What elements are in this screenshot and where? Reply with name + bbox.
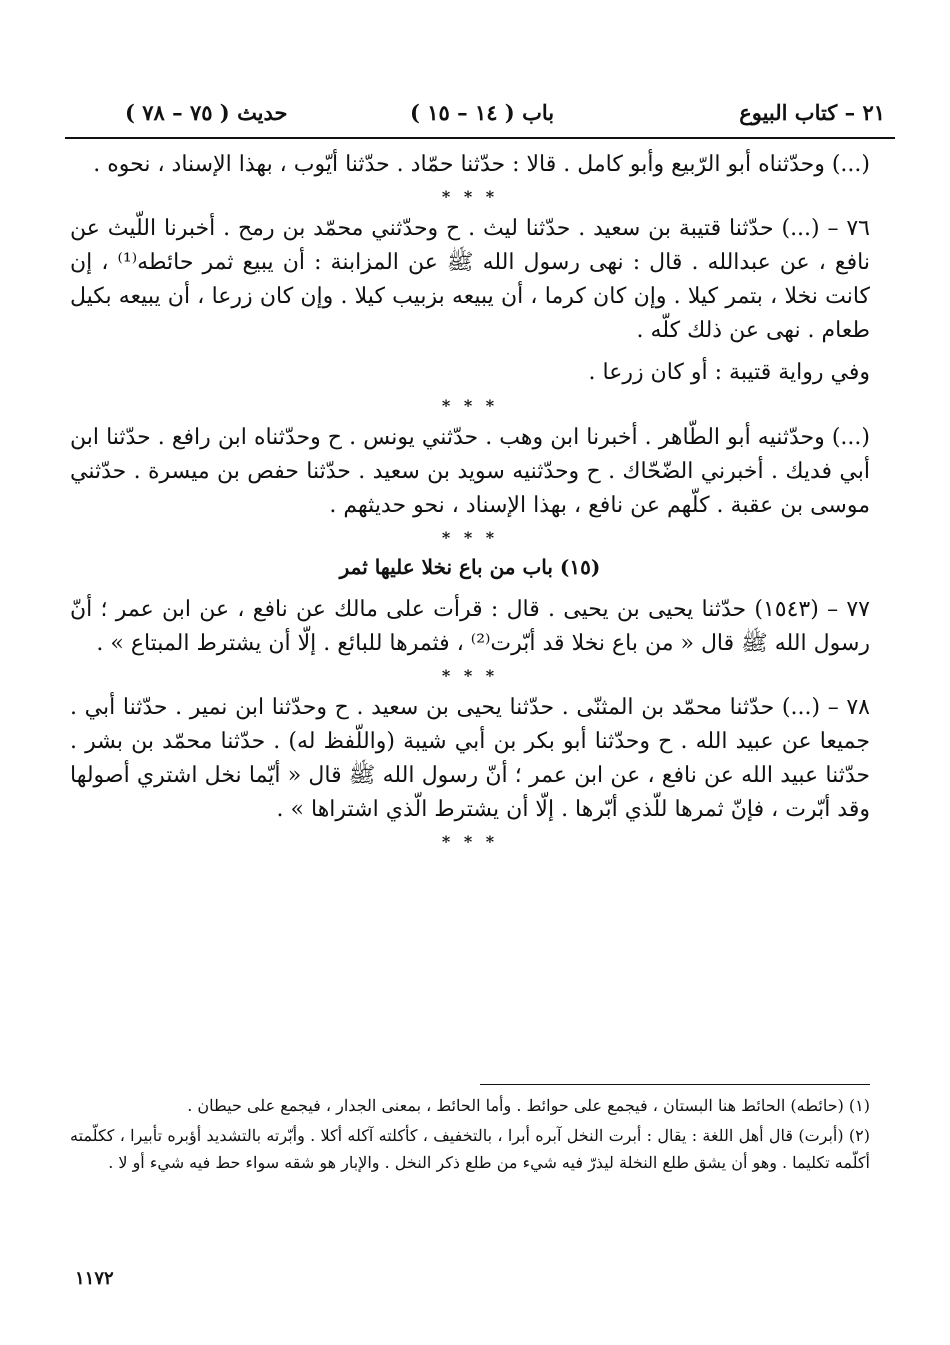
section-separator: * * * — [441, 187, 499, 207]
section-separator: * * * — [441, 527, 499, 547]
footnote-1: (١) (حائطه) الحائط هنا البستان ، فيجمع على حوائط . وأما الحائط ، بمعنى الجدار ، فيجمع على حيطان . — [187, 1096, 870, 1115]
running-header — [55, 100, 895, 136]
section-separator: * * * — [441, 666, 499, 686]
page-number: ١١٧٢ — [75, 1268, 114, 1289]
hadith-78: ٧٨ – (...) حدّثنا محمّد بن المثنّى . حدّثنا يحيى بن سعيد . ح وحدّثنا ابن نمير . حدّثنا أبي . جميعا عن عبيد الله . ح وحدّثنا أبو بكر بن أبي شيبة (واللّفظ له) . حدّثنا محمّد بن بشر . حدّثنا عبيد الله عن نافع ، عن ابن عمر ؛ أنّ رسول الله ﷺ قال « أيّما نخل اشتري أصولها وقد أبّرت ، فإنّ ثمرها للّذي أبّرها . إلّا أن يشترط الّذي اشتراها » . — [70, 695, 870, 823]
footnote-2: (٢) (أبرت) قال أهل اللغة : يقال : أبرت النخل آبره أبرا ، بالتخفيف ، كأكلته آكله أكلا . وأبّرته بالتشديد أؤبره تأبيرا ، ككلّمته أكلّمه تكليما . وهو أن يشق طلع النخلة ليذرّ فيه شيء من طلع ذكر النخل . والإبار هو شقه سواء حط فيه شيء أو لا . — [70, 1126, 870, 1173]
hadith-76: ٧٦ – (...) حدّثنا قتيبة بن سعيد . حدّثنا ليث . ح وحدّثني محمّد بن رمح . أخبرنا اللّيث عن نافع ، عن عبدالله . قال : نهى رسول الله ﷺ عن المزابنة : أن يبيع ثمر حائطه⁽¹⁾ ، إن كانت نخلا ، بتمر كيلا . وإن كان كرما ، أن يبيعه بزبيب كيلا . وإن كان زرعا ، أن يبيعه بكيل طعام . نهى عن ذلك كلّه . — [70, 216, 870, 344]
section-separator: * * * — [441, 832, 499, 852]
hadith-77: ٧٧ – (١٥٤٣) حدّثنا يحيى بن يحيى . قال : قرأت على مالك عن نافع ، عن ابن عمر ؛ أنّ رسول الله ﷺ قال « من باع نخلا قد أبّرت⁽²⁾ ، فثمرها للبائع . إلّا أن يشترط المبتاع » . — [70, 596, 870, 656]
header-chapter-range: ( ١٤ – ١٥ ) باب — [410, 100, 555, 125]
hadith-paragraph: (...) وحدّثناه أبو الرّبيع وأبو كامل . قالا : حدّثنا حمّاد . حدّثنا أيّوب ، بهذا الإسناد ، نحوه . — [93, 152, 870, 177]
main-text — [70, 148, 870, 857]
header-book-title: ٢١ – كتاب البيوع — [739, 100, 885, 125]
header-rule — [65, 137, 895, 139]
header-hadith-range: ( ٧٥ – ٧٨ ) حديث — [125, 100, 288, 125]
hadith-note: وفي رواية قتيبة : أو كان زرعا . — [588, 360, 870, 386]
footnote-rule — [480, 1084, 870, 1085]
section-separator: * * * — [441, 395, 499, 415]
footnotes — [70, 1092, 870, 1180]
chapter-heading: (١٥) باب من باع نخلا عليها ثمر — [339, 554, 601, 579]
hadith-paragraph: (...) وحدّثنيه أبو الطّاهر . أخبرنا ابن وهب . حدّثني يونس . ح وحدّثناه ابن رافع . حدّثنا ابن أبي فديك . أخبرني الضّحّاك . ح وحدّثنيه سويد بن سعيد . حدّثنا حفص بن ميسرة . حدّثني موسى بن عقبة . كلّهم عن نافع ، بهذا الإسناد ، نحو حديثهم . — [70, 424, 870, 518]
